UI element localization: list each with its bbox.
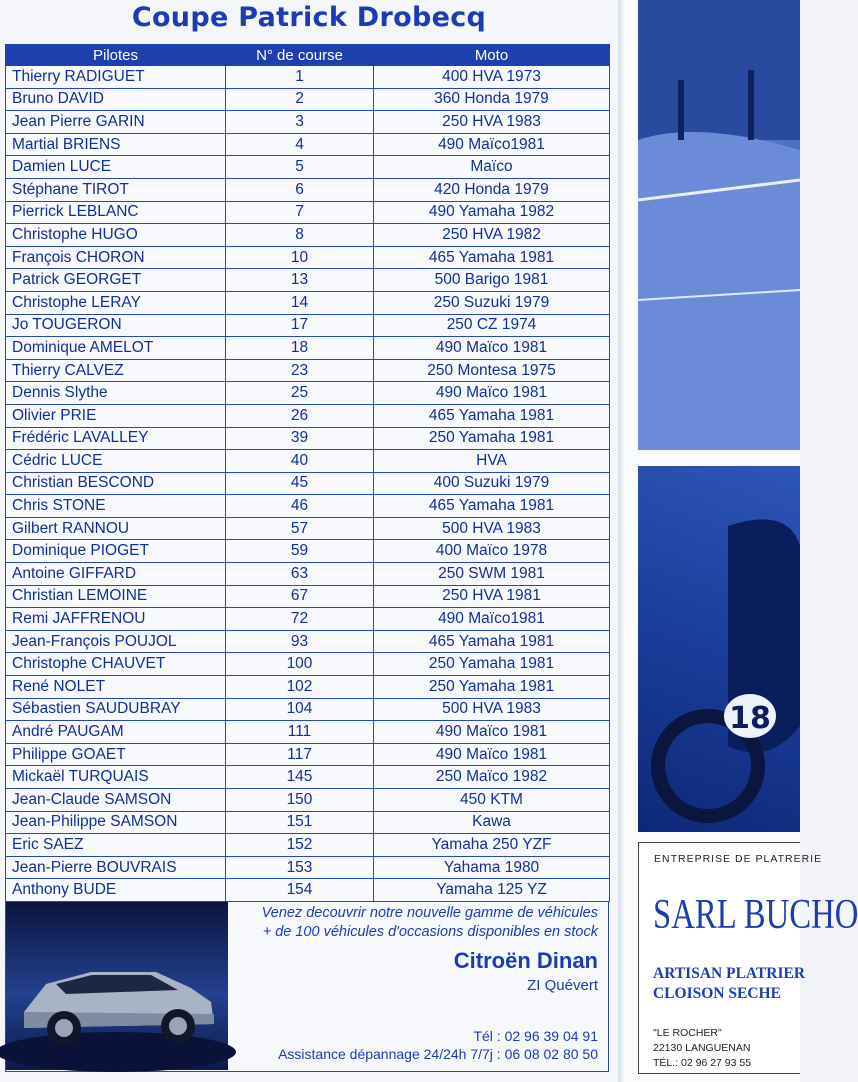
cell-moto: 490 Maïco 1981 [374, 743, 610, 766]
cell-moto: 465 Yamaha 1981 [374, 404, 610, 427]
cell-pilote: Jean-Claude SAMSON [6, 789, 226, 812]
cell-moto: 250 HVA 1983 [374, 111, 610, 134]
table-header-row [6, 45, 610, 66]
cell-pilote: Gilbert RANNOU [6, 517, 226, 540]
cell-numero: 3 [226, 111, 374, 134]
cell-numero: 18 [226, 337, 374, 360]
cell-moto: 490 Maïco 1981 [374, 382, 610, 405]
table-row [6, 178, 610, 201]
table-row [6, 291, 610, 314]
cell-pilote: Mickaël TURQUAIS [6, 766, 226, 789]
cell-numero: 63 [226, 563, 374, 586]
table-row [6, 66, 610, 89]
cell-numero: 117 [226, 743, 374, 766]
table-row [6, 427, 610, 450]
header-numero: N° de course [226, 45, 374, 66]
cell-numero: 6 [226, 178, 374, 201]
cell-numero: 7 [226, 201, 374, 224]
cell-moto: 500 HVA 1983 [374, 517, 610, 540]
bucho-ad [638, 842, 858, 1074]
bucho-tel: TÉL.: 02 96 27 93 55 [653, 1057, 752, 1069]
right-page [626, 0, 858, 1082]
table-row [6, 246, 610, 269]
motocross-photo-bottom [638, 466, 800, 832]
cell-pilote: Thierry CALVEZ [6, 359, 226, 382]
cell-numero: 145 [226, 766, 374, 789]
cell-moto: 400 HVA 1973 [374, 66, 610, 89]
table-row [6, 111, 610, 134]
cell-pilote: Frédéric LAVALLEY [6, 427, 226, 450]
cell-numero: 67 [226, 585, 374, 608]
cell-numero: 151 [226, 811, 374, 834]
table-row [6, 676, 610, 699]
cell-pilote: Christophe CHAUVET [6, 653, 226, 676]
cell-pilote: Patrick GEORGET [6, 269, 226, 292]
cell-pilote: Jean-François POUJOL [6, 630, 226, 653]
cell-moto: 250 Maïco 1982 [374, 766, 610, 789]
cell-pilote: Jean-Philippe SAMSON [6, 811, 226, 834]
cell-pilote: René NOLET [6, 676, 226, 699]
table-row [6, 608, 610, 631]
cell-moto: 400 Suzuki 1979 [374, 472, 610, 495]
cell-pilote: Chris STONE [6, 495, 226, 518]
cell-moto: Yamaha 250 YZF [374, 834, 610, 857]
cell-pilote: Anthony BUDE [6, 879, 226, 902]
cell-moto: 250 SWM 1981 [374, 563, 610, 586]
car-photo [6, 902, 228, 1070]
table-row [6, 653, 610, 676]
cell-moto: 465 Yamaha 1981 [374, 630, 610, 653]
cell-numero: 5 [226, 156, 374, 179]
cell-pilote: Philippe GOAET [6, 743, 226, 766]
cell-numero: 154 [226, 879, 374, 902]
cell-numero: 72 [226, 608, 374, 631]
cell-numero: 13 [226, 269, 374, 292]
table-row [6, 382, 610, 405]
bucho-name: SARL BUCHO [653, 892, 858, 938]
cell-moto: 490 Maïco1981 [374, 608, 610, 631]
table-row [6, 472, 610, 495]
cell-pilote: Bruno DAVID [6, 88, 226, 111]
table-row [6, 224, 610, 247]
table-row [6, 337, 610, 360]
cell-moto: 250 CZ 1974 [374, 314, 610, 337]
table-row [6, 743, 610, 766]
race-number-plate: 18 [729, 701, 771, 736]
cell-pilote: Olivier PRIE [6, 404, 226, 427]
table-row [6, 834, 610, 857]
table-row [6, 404, 610, 427]
cell-moto: HVA [374, 450, 610, 473]
citroen-promo [228, 904, 598, 942]
table-row [6, 630, 610, 653]
cell-numero: 102 [226, 676, 374, 699]
cell-numero: 23 [226, 359, 374, 382]
cell-numero: 4 [226, 133, 374, 156]
cell-pilote: Jean Pierre GARIN [6, 111, 226, 134]
bucho-line-1: ARTISAN PLATRIER [653, 965, 806, 982]
cell-numero: 46 [226, 495, 374, 518]
cell-pilote: Christophe HUGO [6, 224, 226, 247]
table-row [6, 721, 610, 744]
table-row [6, 563, 610, 586]
cell-moto: 450 KTM [374, 789, 610, 812]
citroen-brand: Citroën Dinan [453, 948, 598, 973]
bucho-line-2: CLOISON SECHE [653, 985, 781, 1002]
bucho-entreprise: ENTREPRISE DE PLATRERIE [654, 853, 823, 865]
cell-moto: 250 HVA 1981 [374, 585, 610, 608]
cell-numero: 2 [226, 88, 374, 111]
cell-numero: 17 [226, 314, 374, 337]
promo-line-1: Venez decouvrir notre nouvelle gamme de véhicules [261, 905, 598, 921]
cell-pilote: Christian LEMOINE [6, 585, 226, 608]
cell-moto: 500 HVA 1983 [374, 698, 610, 721]
cell-numero: 1 [226, 66, 374, 89]
cell-pilote: Christian BESCOND [6, 472, 226, 495]
cell-pilote: Jo TOUGERON [6, 314, 226, 337]
cell-numero: 39 [226, 427, 374, 450]
table-row [6, 359, 610, 382]
table-row [6, 540, 610, 563]
citroen-tel: Tél : 02 96 39 04 91 [473, 1028, 598, 1044]
cell-numero: 57 [226, 517, 374, 540]
header-moto: Moto [374, 45, 610, 66]
cell-pilote: Remi JAFFRENOU [6, 608, 226, 631]
table-row [6, 766, 610, 789]
cell-numero: 40 [226, 450, 374, 473]
cell-moto: Kawa [374, 811, 610, 834]
cell-pilote: Martial BRIENS [6, 133, 226, 156]
table-row [6, 789, 610, 812]
cell-moto: 490 Yamaha 1982 [374, 201, 610, 224]
cell-numero: 111 [226, 721, 374, 744]
cell-numero: 59 [226, 540, 374, 563]
cell-numero: 153 [226, 856, 374, 879]
cell-moto: 250 Yamaha 1981 [374, 427, 610, 450]
cell-pilote: Thierry RADIGUET [6, 66, 226, 89]
cell-numero: 93 [226, 630, 374, 653]
table-row [6, 88, 610, 111]
riders-table-container [5, 44, 609, 902]
citroen-ad [5, 901, 609, 1072]
table-row [6, 811, 610, 834]
cell-moto: Yahama 1980 [374, 856, 610, 879]
page-gutter [618, 0, 626, 1082]
table-row [6, 495, 610, 518]
cell-moto: 500 Barigo 1981 [374, 269, 610, 292]
table-row [6, 450, 610, 473]
cell-numero: 150 [226, 789, 374, 812]
citroen-assistance: Assistance dépannage 24/24h 7/7j : 06 08 02 80 50 [278, 1046, 598, 1062]
table-row [6, 856, 610, 879]
cell-pilote: Dominique AMELOT [6, 337, 226, 360]
cell-moto: 250 Yamaha 1981 [374, 676, 610, 699]
header-pilotes: Pilotes [6, 45, 226, 66]
cell-numero: 14 [226, 291, 374, 314]
citroen-place: ZI Quévert [527, 977, 598, 994]
bucho-address-2: 22130 LANGUENAN [653, 1042, 751, 1054]
table-row [6, 314, 610, 337]
table-row [6, 698, 610, 721]
cell-moto: Maïco [374, 156, 610, 179]
cell-moto: 250 Montesa 1975 [374, 359, 610, 382]
cell-numero: 26 [226, 404, 374, 427]
cell-pilote: Jean-Pierre BOUVRAIS [6, 856, 226, 879]
cell-pilote: Cédric LUCE [6, 450, 226, 473]
table-row [6, 517, 610, 540]
table-row [6, 585, 610, 608]
table-body [6, 66, 610, 902]
cell-numero: 45 [226, 472, 374, 495]
cell-moto: 490 Maïco 1981 [374, 337, 610, 360]
cell-moto: Yamaha 125 YZ [374, 879, 610, 902]
cell-pilote: Damien LUCE [6, 156, 226, 179]
riders-table [5, 44, 610, 902]
cell-numero: 10 [226, 246, 374, 269]
cell-numero: 100 [226, 653, 374, 676]
cell-numero: 152 [226, 834, 374, 857]
cell-numero: 8 [226, 224, 374, 247]
cell-pilote: Dominique PIOGET [6, 540, 226, 563]
cell-pilote: Antoine GIFFARD [6, 563, 226, 586]
cell-moto: 420 Honda 1979 [374, 178, 610, 201]
cell-moto: 400 Maïco 1978 [374, 540, 610, 563]
table-row [6, 201, 610, 224]
cell-pilote: Dennis Slythe [6, 382, 226, 405]
bucho-address-1: "LE ROCHER" [653, 1027, 722, 1039]
cell-pilote: Pierrick LEBLANC [6, 201, 226, 224]
cell-pilote: Christophe LERAY [6, 291, 226, 314]
cell-pilote: André PAUGAM [6, 721, 226, 744]
table-row [6, 133, 610, 156]
cell-moto: 465 Yamaha 1981 [374, 246, 610, 269]
cell-moto: 490 Maïco1981 [374, 133, 610, 156]
cell-numero: 104 [226, 698, 374, 721]
cell-moto: 250 Suzuki 1979 [374, 291, 610, 314]
table-row [6, 879, 610, 902]
cell-moto: 465 Yamaha 1981 [374, 495, 610, 518]
table-row [6, 156, 610, 179]
cell-pilote: Sébastien SAUDUBRAY [6, 698, 226, 721]
motocross-photo-top [638, 0, 800, 450]
cell-moto: 490 Maïco 1981 [374, 721, 610, 744]
table-row [6, 269, 610, 292]
page-title: Coupe Patrick Drobecq [131, 2, 487, 33]
cell-moto: 250 Yamaha 1981 [374, 653, 610, 676]
promo-line-2: + de 100 véhicules d'occasions disponibles en stock [262, 924, 598, 940]
cell-moto: 360 Honda 1979 [374, 88, 610, 111]
cell-moto: 250 HVA 1982 [374, 224, 610, 247]
cell-pilote: François CHORON [6, 246, 226, 269]
cell-pilote: Eric SAEZ [6, 834, 226, 857]
cell-numero: 25 [226, 382, 374, 405]
cell-pilote: Stéphane TIROT [6, 178, 226, 201]
